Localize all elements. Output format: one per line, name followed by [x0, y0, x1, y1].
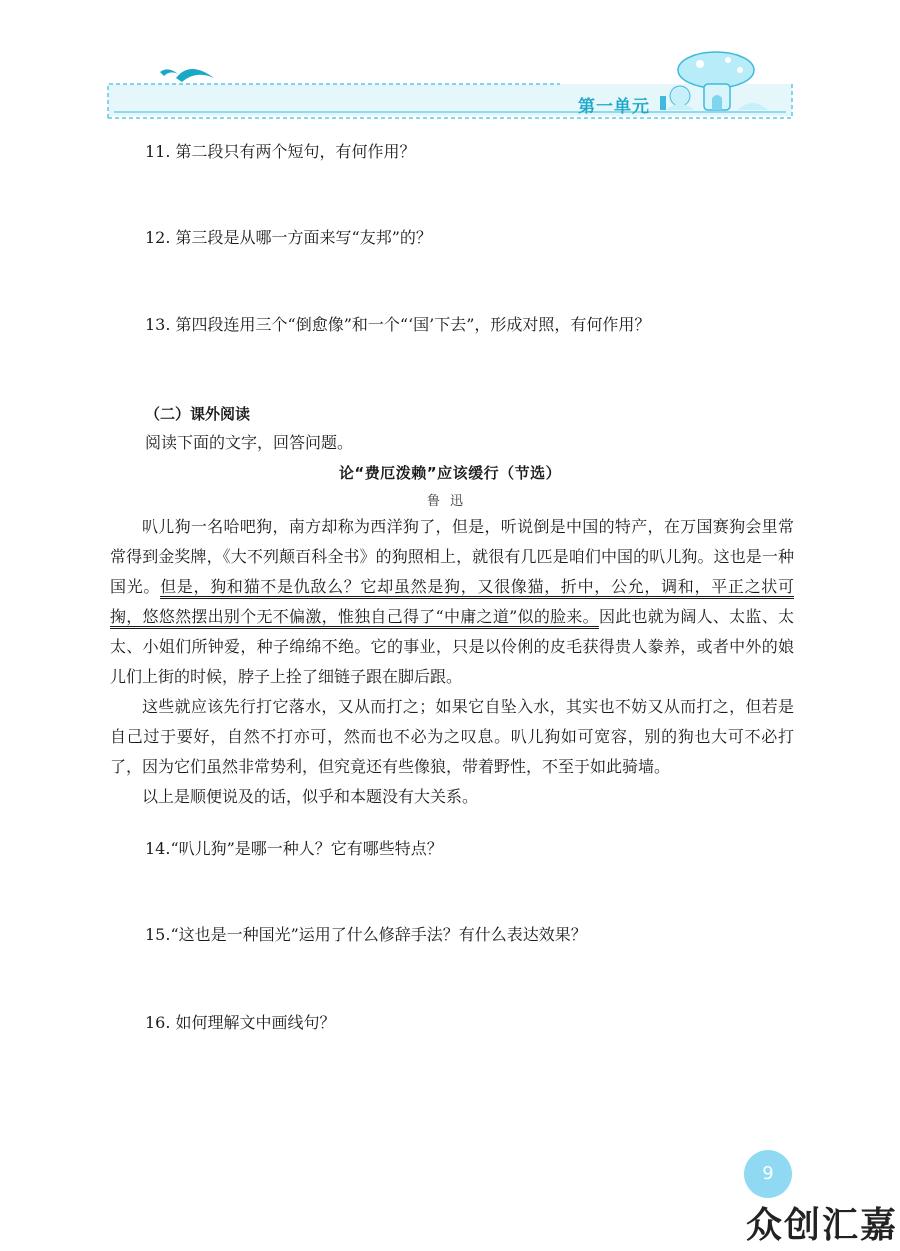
birds-icon	[160, 69, 214, 82]
article-paragraph-3: 以上是顺便说及的话，似乎和本题没有大关系。	[142, 787, 479, 806]
question-16: 16. 如何理解文中画线句？	[145, 1013, 336, 1032]
header-decoration	[0, 0, 900, 130]
question-11: 11. 第二段只有两个短句，有何作用？	[145, 142, 416, 161]
paragraph-1-part-a: 叭儿狗一名哈吧狗，南方却称为西洋狗了，但是，听说倒是中国的特产，在万国赛狗会里常常得到金奖牌，《大不列颠百科全书》的狗照相上，就很有几匹是咱们中国的叭儿狗。这也是一种国光。	[110, 517, 794, 596]
article-paragraph-2: 这些就应该先行打它落水，又从而打之；如果它自坠入水，其实也不妨又从而打之，但若是自己过于要好，自然不打亦可，然而也不必为之叹息。叭儿狗如可宽容，别的狗也大可不必打了，因为它们虽然非常势利，但究竟还有些像狼，带着野性，不至于如此骑墙。	[110, 697, 794, 776]
article-title: 论“费厄泼赖”应该缓行（节选）	[338, 464, 562, 482]
section-heading: （二）课外阅读	[145, 405, 251, 423]
question-14: 14.“叭儿狗”是哪一种人？它有哪些特点？	[145, 839, 443, 858]
reading-instruction: 阅读下面的文字，回答问题。	[145, 433, 354, 452]
question-13: 13. 第四段连用三个“倒愈像”和一个“‘国’下去”，形成对照，有何作用？	[145, 315, 651, 334]
article-author: 鲁迅	[426, 494, 473, 509]
paragraph-1-part-b: 因此也就为阔人、太监、太太、小姐们所钟爱，种子绵绵不绝。它的事业，只是以伶俐的皮毛获得贵人豢养，或者中外的娘儿们上街的时候，脖子上拴了细链子跟在脚后跟。	[110, 607, 794, 686]
question-12: 12. 第三段是从哪一方面来写“友邦”的？	[145, 228, 432, 247]
article-body	[110, 512, 794, 812]
watermark-text: 众创汇嘉	[746, 1205, 899, 1246]
underlined-sentence: 但是，狗和猫不是仇敌么？它却虽然是狗，又很像猫，折中，公允，调和，平正之状可掬，悠悠然摆出别个无不偏激，惟独自己得了“中庸之道”似的脸来。	[110, 577, 794, 626]
page-number: 9	[744, 1150, 792, 1198]
article-paragraph-1	[110, 512, 794, 692]
unit-label: 第一单元	[578, 97, 650, 117]
question-15: 15.“这也是一种国光”运用了什么修辞手法？有什么表达效果？	[145, 925, 587, 944]
